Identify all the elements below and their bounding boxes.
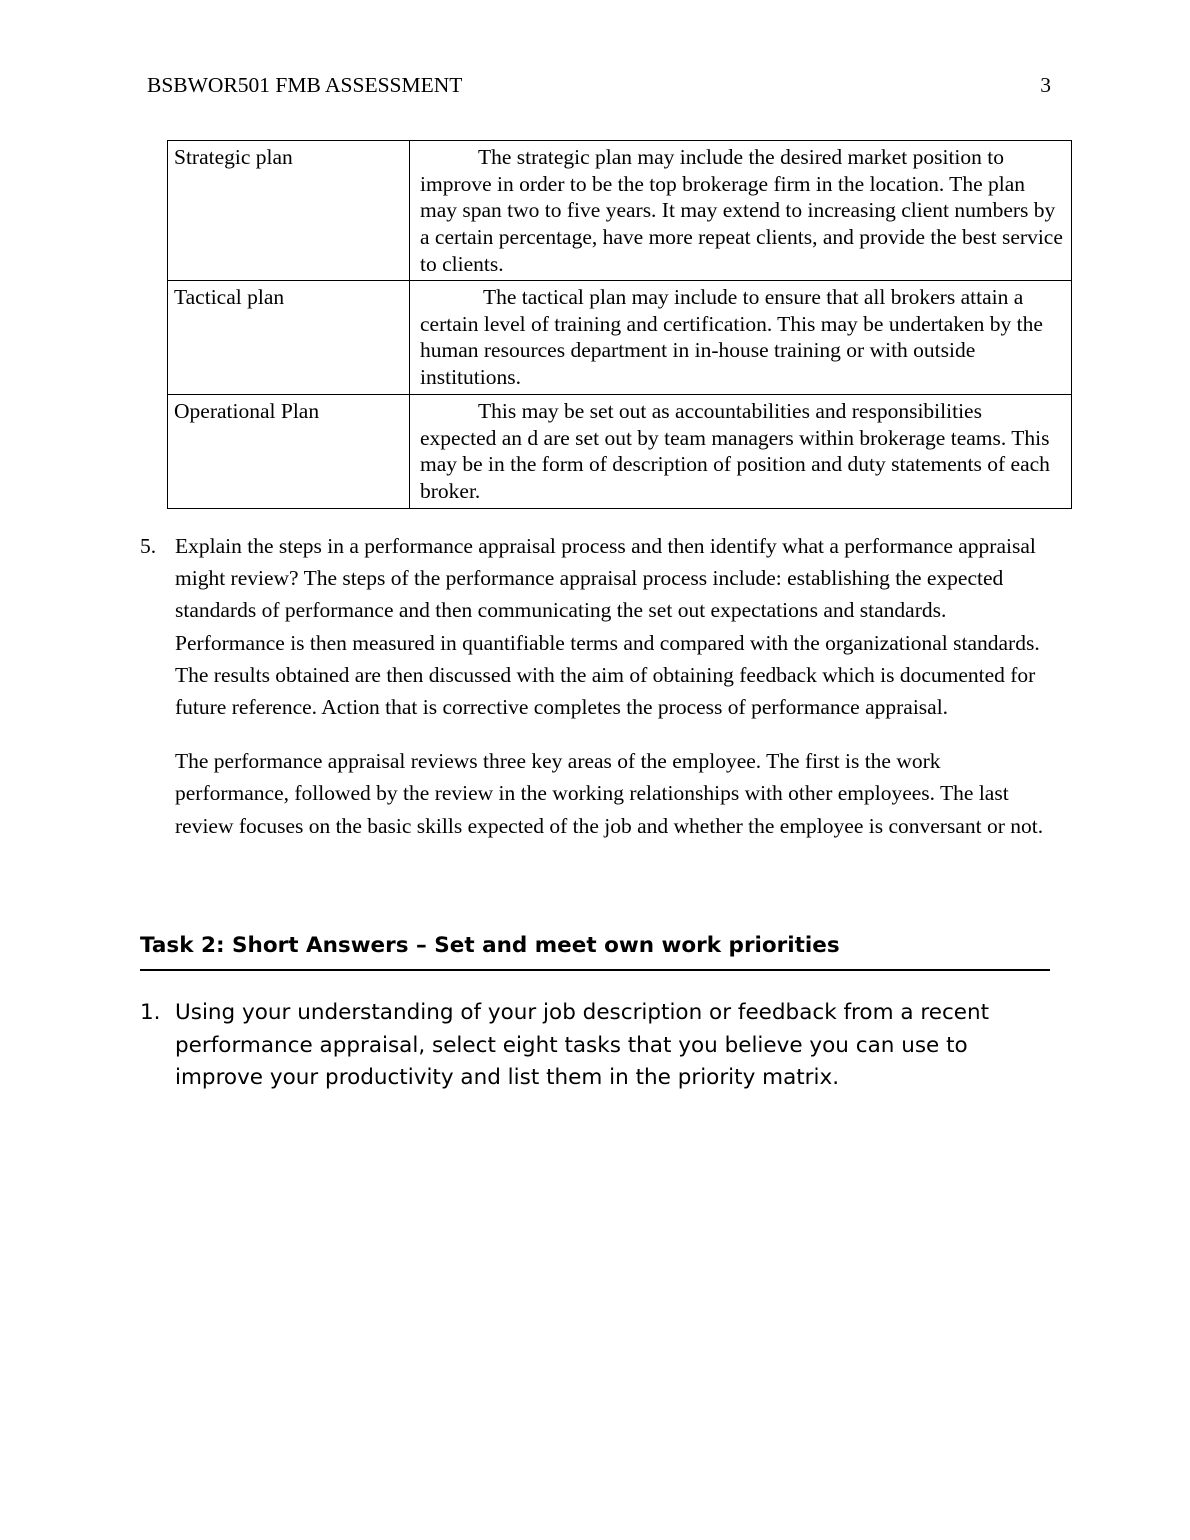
- plan-type-cell: Tactical plan: [168, 281, 410, 395]
- plan-description-cell: [410, 395, 1072, 509]
- answer-paragraph: The performance appraisal reviews three key areas of the employee. The first is the work performance, followed by the review in the working relationships with other employees. The last review focuses on the basic skills expected of the job and whether the employee is conversant or not.: [175, 749, 1044, 838]
- section-heading: Task 2: Short Answers – Set and meet own work priorities: [140, 928, 1050, 971]
- plan-type-cell: Strategic plan: [168, 141, 410, 281]
- plan-description-text: The tactical plan may include to ensure that all brokers attain a certain level of training and certification. This may be undertaken by the human resources department in in-house training or with outside institutions.: [420, 285, 1049, 390]
- task-2-question-1: [140, 997, 1055, 1095]
- table-row: [168, 141, 1072, 281]
- table-row: [168, 395, 1072, 509]
- question-number: 1.: [140, 1000, 161, 1025]
- plan-description-text: The strategic plan may include the desired market position to improve in order to be the top brokerage firm in the location. The plan may span two to five years. It may extend to increasing client numbers by a certain percentage, have more repeat clients, and provide the best service to clients.: [420, 145, 1063, 276]
- plans-table: [167, 140, 1072, 509]
- plan-type-cell: Operational Plan: [168, 395, 410, 509]
- question-5: [140, 530, 1055, 842]
- table-row: [168, 281, 1072, 395]
- page-number: 3: [1040, 73, 1051, 97]
- plan-description-cell: [410, 141, 1072, 281]
- plan-description-text: This may be set out as accountabilities and responsibilities expected an d are set out by team managers within brokerage teams. This may be in the form of description of position and duty statements of each broker.: [420, 399, 1050, 504]
- document-title: BSBWOR501 FMB ASSESSMENT: [147, 73, 463, 97]
- answer-paragraph: Explain the steps in a performance appraisal process and then identify what a performance appraisal might review? The steps of the performance appraisal process include: establishing the expected standards of performance and then communicating the set out expectations and standards. Performance is then measured in quantifiable terms and compared with the organizational standards. The results obtained are then discussed with the aim of obtaining feedback which is documented for future reference. Action that is corrective completes the process of performance appraisal.: [175, 534, 1040, 720]
- page-header: [147, 71, 1051, 99]
- question-text: Using your understanding of your job description or feedback from a recent performance appraisal, select eight tasks that you believe you can use to improve your productivity and list them in the priority matrix.: [175, 1000, 990, 1090]
- question-body: [175, 530, 1055, 842]
- question-number: 5.: [140, 534, 157, 558]
- plan-description-cell: [410, 281, 1072, 395]
